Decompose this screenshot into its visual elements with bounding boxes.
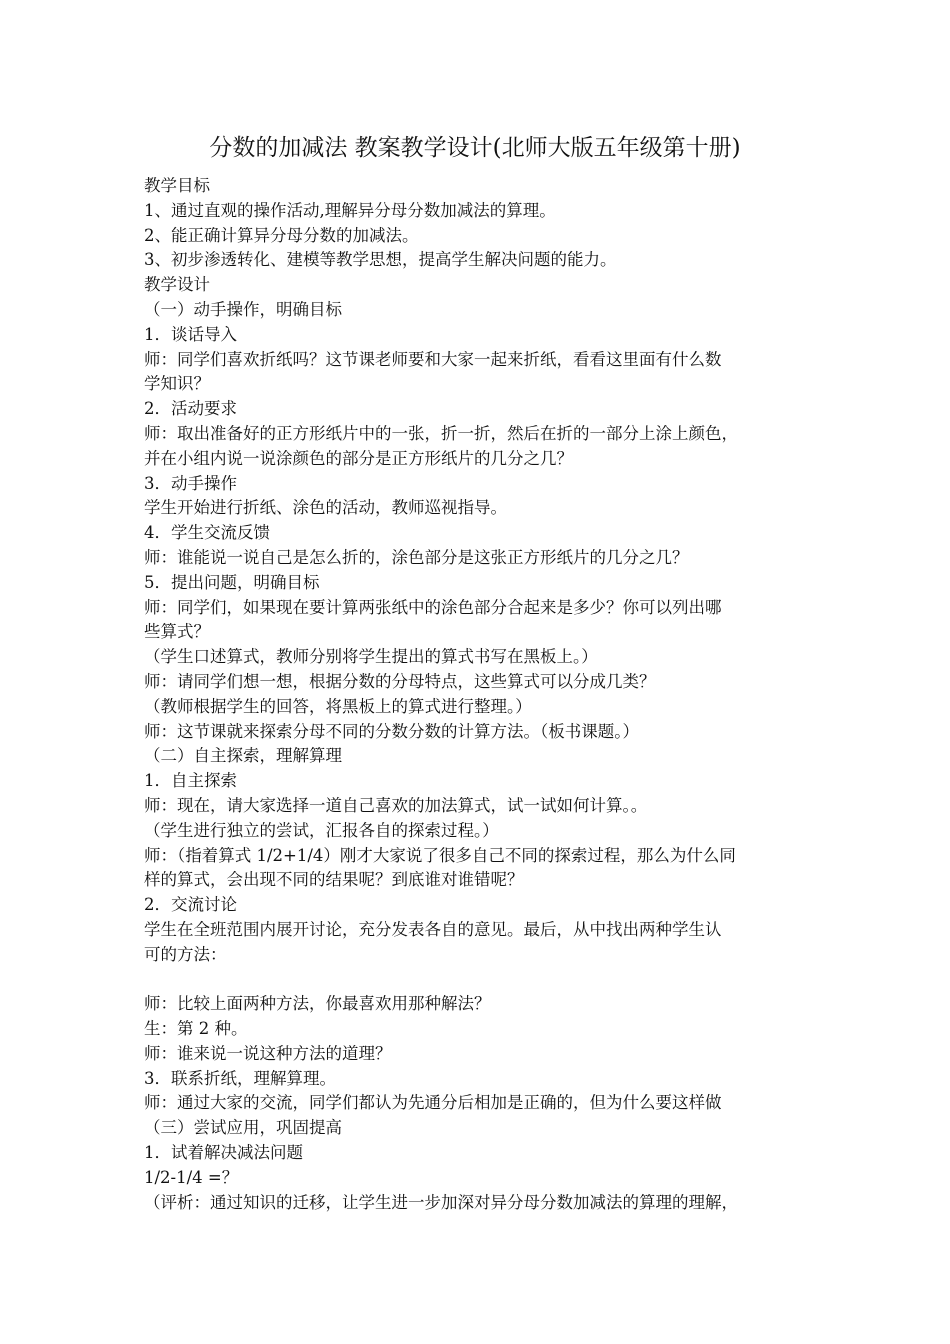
step-heading: 5．提出问题，明确目标 — [144, 572, 320, 592]
paragraph-line: 学生在全班范围内展开讨论，充分发表各自的意见。最后，从中找出两种学生认 — [144, 919, 722, 939]
paragraph-line: 师：谁来说一说这种方法的道理？ — [144, 1043, 392, 1063]
heading-teaching-goals: 教学目标 — [144, 176, 210, 195]
math-expression: 1/2-1/4 =？ — [144, 1167, 239, 1187]
paragraph-line: （学生口述算式，教师分别将学生提出的算式书写在黑板上。） — [144, 647, 598, 667]
paragraph-line: 并在小组内说一说涂颜色的部分是正方形纸片的几分之几？ — [144, 448, 573, 468]
paragraph-line: （学生进行独立的尝试，汇报各自的探索过程。） — [144, 820, 499, 840]
blank-line — [144, 968, 814, 993]
paragraph-line: 样的算式，会出现不同的结果呢？到底谁对谁错呢？ — [144, 870, 524, 890]
paragraph-line: 师：比较上面两种方法，你最喜欢用那种解法？ — [144, 994, 491, 1014]
paragraph-line: 学生开始进行折纸、涂色的活动，教师巡视指导。 — [144, 498, 507, 518]
goal-3: 3、初步渗透转化、建模等教学思想，提高学生解决问题的能力。 — [144, 250, 617, 270]
paragraph-line: 师：同学们喜欢折纸吗？这节课老师要和大家一起来折纸，看看这里面有什么数 — [144, 349, 722, 369]
paragraph-line: （教师根据学生的回答，将黑板上的算式进行整理。） — [144, 696, 532, 716]
paragraph-line: 师：通过大家的交流，同学们都认为先通分后相加是正确的，但为什么要这样做 — [144, 1093, 722, 1113]
paragraph-line: 师：取出准备好的正方形纸片中的一张，折一折，然后在折的一部分上涂上颜色， — [144, 423, 738, 443]
step-heading: 1．自主探索 — [144, 771, 237, 791]
step-heading: 1．谈话导入 — [144, 324, 237, 344]
section-2-heading: （二）自主探索，理解算理 — [144, 746, 342, 766]
paragraph-line: 可的方法： — [144, 944, 227, 964]
section-3-heading: （三）尝试应用，巩固提高 — [144, 1118, 342, 1138]
paragraph-line: 师：（指着算式 1/2+1/4）刚才大家说了很多自己不同的探索过程，那么为什么同 — [144, 845, 736, 865]
step-heading: 2．交流讨论 — [144, 895, 237, 915]
goal-2: 2、能正确计算异分母分数的加减法。 — [144, 225, 419, 245]
section-1-heading: （一）动手操作，明确目标 — [144, 299, 342, 319]
goal-1: 1、通过直观的操作活动,理解异分母分数加减法的算理。 — [144, 200, 556, 220]
step-heading: 3．动手操作 — [144, 473, 237, 493]
paragraph-line: 些算式？ — [144, 622, 210, 642]
step-heading: 1．试着解决减法问题 — [144, 1143, 303, 1163]
paragraph-line: 师：请同学们想一想，根据分数的分母特点，这些算式可以分成几类？ — [144, 671, 656, 691]
paragraph-line: 学知识？ — [144, 374, 210, 394]
paragraph-line: （评析：通过知识的迁移，让学生进一步加深对异分母分数加减法的算理的理解， — [144, 1192, 738, 1212]
step-heading: 4．学生交流反馈 — [144, 523, 270, 543]
paragraph-line: 师：同学们，如果现在要计算两张纸中的涂色部分合起来是多少？你可以列出哪 — [144, 597, 722, 617]
paragraph-line: 师：现在，请大家选择一道自己喜欢的加法算式，试一试如何计算。。 — [144, 795, 648, 815]
document-body — [144, 174, 814, 1215]
document-title: 分数的加减法 教案教学设计(北师大版五年级第十册) — [209, 135, 741, 161]
paragraph-line: 师：谁能说一说自己是怎么折的，涂色部分是这张正方形纸片的几分之几？ — [144, 547, 689, 567]
paragraph-line: 师：这节课就来探索分母不同的分数分数的计算方法。（板书课题。） — [144, 721, 639, 741]
step-heading: 2．活动要求 — [144, 399, 237, 419]
step-heading: 3．联系折纸，理解算理。 — [144, 1068, 336, 1088]
paragraph-line: 生：第 2 种。 — [144, 1019, 248, 1039]
heading-teaching-design: 教学设计 — [144, 275, 210, 295]
